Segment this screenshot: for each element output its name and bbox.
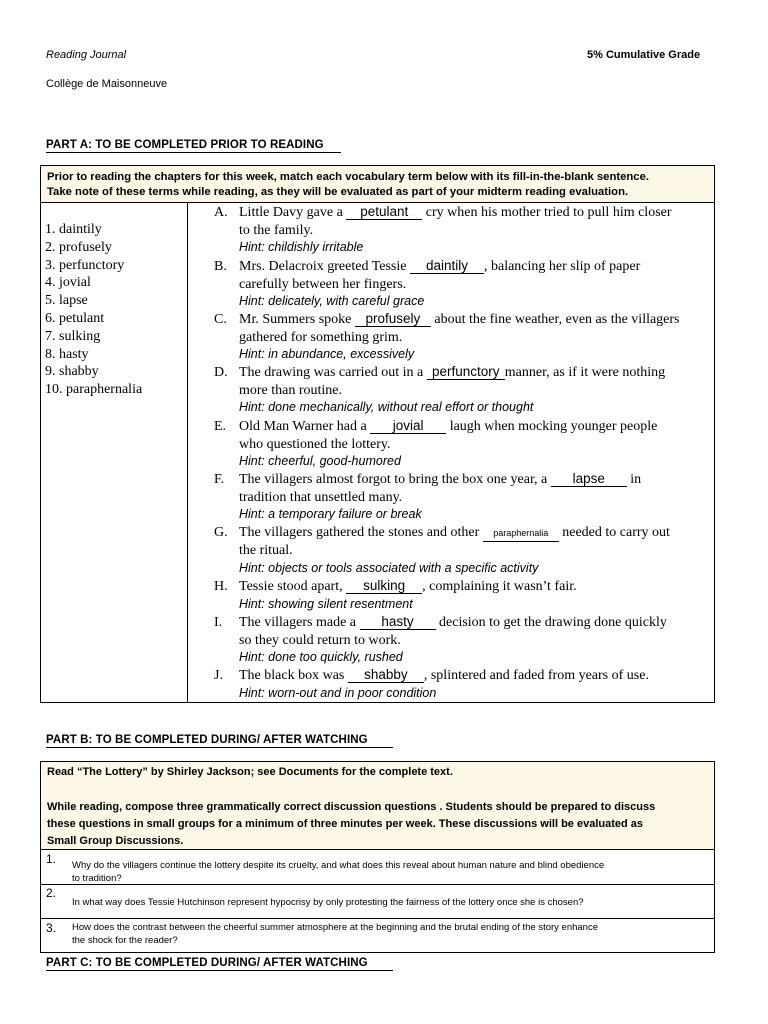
answer-number: 3.: [46, 921, 57, 935]
part-c-title: PART C: TO BE COMPLETED DURING/ AFTER WATCHING: [46, 957, 393, 971]
question-hint: Hint: worn-out and in poor condition: [239, 685, 437, 700]
question-letter: C.: [214, 312, 227, 327]
question-text: Tessie stood apart,: [239, 579, 347, 594]
vocab-item: 9. shabby: [45, 364, 99, 380]
question-text: in: [626, 472, 642, 487]
question-hint: Hint: a temporary failure or break: [239, 507, 422, 522]
question-hint: Hint: childishly irritable: [239, 240, 364, 255]
question-text: Old Man Warner had a: [239, 419, 371, 434]
question-hint: Hint: done too quickly, rushed: [239, 650, 403, 665]
answer-blank[interactable]: daintily: [410, 258, 484, 274]
part-b-instructions-line2: these questions in small groups for a minimum of three minutes per week. These discussions will be evaluated as: [47, 818, 643, 830]
vocab-item: 10. paraphernalia: [45, 382, 143, 398]
question-text-line2: who questioned the lottery.: [239, 436, 391, 452]
vocab-item: 6. petulant: [45, 310, 105, 326]
question-letter: E.: [214, 419, 227, 434]
question-text: decision to get the drawing done quickly: [435, 615, 667, 630]
question-hint: Hint: in abundance, excessively: [239, 347, 415, 362]
answer-number: 2.: [46, 886, 57, 900]
vocab-item: 5. lapse: [45, 293, 88, 309]
question-hint: Hint: delicately, with careful grace: [239, 294, 425, 309]
question-hint: Hint: done mechanically, without real effort or thought: [239, 400, 534, 415]
part-a-instructions-line2: Take note of these terms while reading, as they will be evaluated as part of your midterm reading evaluation.: [47, 186, 629, 198]
discussion-question-line1: How does the contrast between the cheerful summer atmosphere at the beginning and the brutal ending of the story enhance: [72, 922, 598, 933]
discussion-question[interactable]: [72, 922, 598, 947]
part-b-instructions-line3: Small Group Discussions.: [47, 835, 184, 847]
question-hint: Hint: showing silent resentment: [239, 596, 413, 611]
answer-number: 1.: [46, 852, 57, 866]
discussion-question-line1: In what way does Tessie Hutchinson represent hypocrisy by only protesting the fairness of the lottery once she is chosen?: [72, 897, 584, 908]
vocab-item: 3. perfunctory: [45, 257, 125, 273]
question-text: The black box was: [239, 668, 348, 683]
question-letter: D.: [214, 365, 228, 380]
part-b-instructions-line1: While reading, compose three grammatically correct discussion questions . Students should be prepared to discuss: [47, 801, 656, 813]
question-text-line2: carefully between her fingers.: [239, 276, 407, 292]
answer-blank[interactable]: sulking: [346, 578, 422, 594]
question-text: laugh when mocking younger people: [446, 419, 658, 434]
answer-blank[interactable]: perfunctory: [427, 364, 505, 380]
question-text: The villagers gathered the stones and other: [239, 525, 483, 540]
question-text: needed to carry out: [558, 525, 670, 540]
answer-blank[interactable]: jovial: [370, 418, 446, 434]
question-text: Mr. Summers spoke: [239, 312, 355, 327]
question-text: cry when his mother tried to pull him closer: [422, 205, 672, 220]
part-b-read-line: Read “The Lottery” by Shirley Jackson; see Documents for the complete text.: [47, 766, 453, 778]
question-text: Mrs. Delacroix greeted Tessie: [239, 259, 410, 274]
question-letter: J.: [214, 668, 223, 683]
question-text: Little Davy gave a: [239, 205, 347, 220]
vocab-item: 2. profusely: [45, 239, 112, 255]
journal-title: Reading Journal: [46, 49, 127, 61]
question-text-line2: tradition that unsettled many.: [239, 489, 403, 505]
discussion-question[interactable]: [72, 897, 584, 910]
row-divider: [40, 918, 715, 919]
vocab-item: 8. hasty: [45, 346, 89, 362]
question-letter: B.: [214, 259, 227, 274]
discussion-question[interactable]: [72, 860, 604, 885]
part-a-title: PART A: TO BE COMPLETED PRIOR TO READING: [46, 139, 341, 153]
column-divider: [187, 203, 188, 703]
discussion-question-line1: Why do the villagers continue the lottery despite its cruelty, and what does this reveal about human nature and blind obedience: [72, 860, 605, 871]
question-letter: G.: [214, 525, 228, 540]
question-hint: Hint: cheerful, good-humored: [239, 454, 401, 469]
answer-blank[interactable]: profusely: [355, 311, 431, 327]
answer-blank[interactable]: shabby: [348, 667, 424, 683]
part-a-instructions-line1: Prior to reading the chapters for this week, match each vocabulary term below with its fill-in-the-blank sentence.: [47, 171, 650, 183]
college-name: Collège de Maisonneuve: [46, 78, 168, 90]
vocab-list: [45, 221, 142, 399]
question-text: The drawing was carried out in a: [239, 365, 427, 380]
question-letter: F.: [214, 472, 225, 487]
question-letter: H.: [214, 579, 228, 594]
question-text: , complaining it wasn’t fair.: [422, 579, 577, 594]
discussion-question-line2: the shock for the reader?: [72, 934, 178, 946]
part-a-instructions-box: [40, 165, 715, 203]
question-text: The villagers almost forgot to bring the box one year, a: [239, 472, 551, 487]
question-text: , balancing her slip of paper: [483, 259, 641, 274]
question-text: , splintered and faded from years of use.: [423, 668, 649, 683]
question-text-line2: so they could return to work.: [239, 632, 401, 648]
question-text: manner, as if it were nothing: [504, 365, 666, 380]
question-text-line2: gathered for something grim.: [239, 329, 403, 345]
part-b-instructions-box: [40, 761, 715, 850]
question-letter: I.: [214, 615, 223, 630]
vocab-item: 1. daintily: [45, 222, 102, 237]
answer-blank[interactable]: petulant: [346, 204, 422, 220]
question-text-line2: the ritual.: [239, 543, 293, 558]
question-text-line2: to the family.: [239, 222, 314, 238]
grade-label: 5% Cumulative Grade: [587, 49, 701, 61]
question-text-line2: more than routine.: [239, 382, 343, 398]
vocab-item: 4. jovial: [45, 275, 91, 291]
answer-blank[interactable]: lapse: [551, 471, 627, 487]
question-letter: A.: [214, 205, 228, 220]
question-hint: Hint: objects or tools associated with a specific activity: [239, 560, 539, 575]
question-text: The villagers made a: [239, 615, 360, 630]
discussion-question-line2: to tradition?: [72, 872, 122, 884]
answer-blank[interactable]: paraphernalia: [483, 526, 559, 542]
question-text: about the fine weather, even as the villagers: [430, 312, 680, 327]
vocab-item: 7. sulking: [45, 328, 101, 344]
answer-blank[interactable]: hasty: [360, 614, 436, 630]
part-b-title: PART B: TO BE COMPLETED DURING/ AFTER WATCHING: [46, 734, 393, 748]
